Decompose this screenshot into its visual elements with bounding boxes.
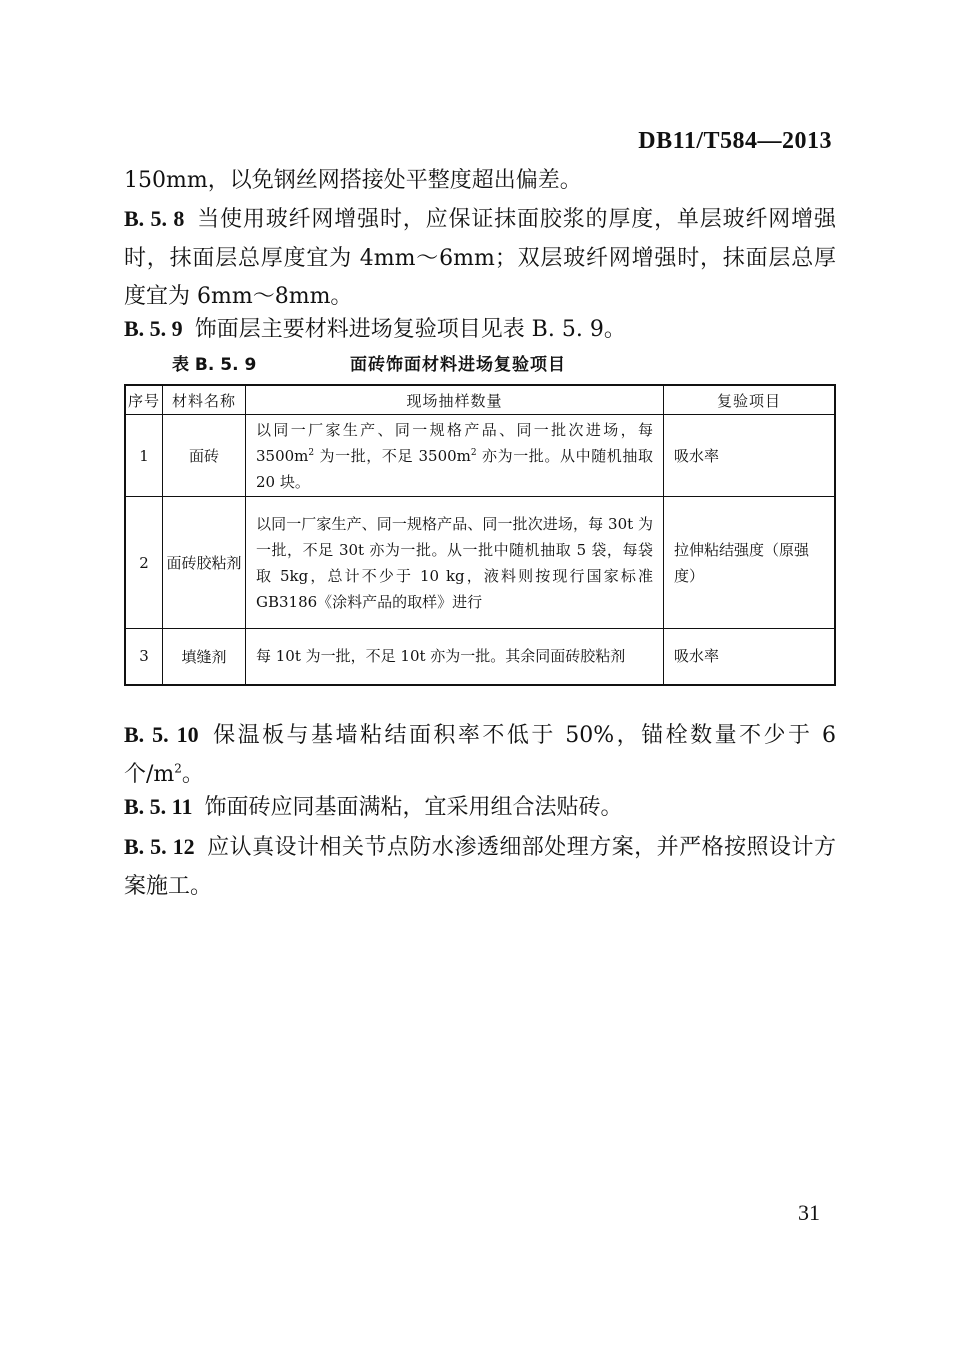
cell-no: 3 (125, 629, 163, 685)
header-cell-name: 材料名称 (163, 385, 246, 415)
header-cell-sampling: 现场抽样数量 (246, 385, 664, 415)
cell-material: 面砖胶粘剂 (163, 497, 246, 629)
clause-text: 保温板与基墙粘结面积率不低于 50%，锚栓数量不少于 6 个/m (124, 723, 836, 787)
cell-test: 吸水率 (664, 415, 836, 497)
clause-b58 (124, 200, 836, 317)
table-caption-title: 面砖饰面材料进场复验项目 (350, 355, 566, 375)
superscript: 2 (174, 761, 182, 776)
clause-text: 当使用玻纤网增强时，应保证抹面胶浆的厚度，单层玻纤网增强时，抹面层总厚度宜为 4mm～6mm；双层玻纤网增强时，抹面层总厚度宜为 6mm～8mm。 (124, 207, 836, 309)
cell-sampling: 每 10t 为一批，不足 10t 亦为一批。其余同面砖胶粘剂 (246, 629, 664, 685)
header-cell-no: 序号 (125, 385, 163, 415)
cell-material: 面砖 (163, 415, 246, 497)
clause-number: B. 5. 9 (124, 316, 183, 341)
cell-test: 拉伸粘结强度（原强度） (664, 497, 836, 629)
cell-no: 1 (125, 415, 163, 497)
clause-number: B. 5. 11 (124, 794, 193, 819)
clause-b512 (124, 828, 836, 906)
sampling-text: 为一批，不足 3500m (314, 446, 471, 465)
table-caption-number: 表 B. 5. 9 (172, 355, 257, 375)
table-header-row (125, 385, 835, 415)
clause-number: B. 5. 10 (124, 722, 199, 747)
clause-number: B. 5. 8 (124, 206, 185, 231)
table-caption (124, 348, 836, 376)
table-row (125, 497, 835, 629)
cell-sampling (246, 415, 664, 497)
clause-b510 (124, 716, 836, 794)
sampling-text: 以同一厂家生产、同一规格产品、同一批次进场，每 3500m (256, 420, 653, 465)
clause-text: 饰面层主要材料进场复验项目见表 B. 5. 9。 (194, 317, 626, 342)
clause-text: 应认真设计相关节点防水渗透细部处理方案，并严格按照设计方案施工。 (124, 835, 836, 899)
clause-number: B. 5. 12 (124, 834, 195, 859)
document-code: DB11/T584—2013 (638, 128, 832, 154)
clause-text: 饰面砖应同基面满粘，宜采用组合法贴砖。 (204, 795, 623, 820)
clause-text: 。 (181, 761, 204, 787)
superscript: 2 (470, 447, 477, 458)
table-row (125, 415, 835, 497)
cell-test: 吸水率 (664, 629, 836, 685)
clause-b511 (124, 788, 836, 828)
sampling-text: 亦为一批。从中随机抽取 20 块。 (256, 446, 653, 491)
cell-no: 2 (125, 497, 163, 629)
paragraph-continuation: 150mm，以免钢丝网搭接处平整度超出偏差。 (124, 168, 582, 193)
superscript: 2 (308, 447, 315, 458)
clause-b59 (124, 310, 836, 350)
inspection-table (124, 384, 836, 686)
cell-material: 填缝剂 (163, 629, 246, 685)
header-cell-test: 复验项目 (664, 385, 836, 415)
cell-sampling: 以同一厂家生产、同一规格产品、同一批次进场，每 30t 为一批，不足 30t 亦为一批。从一批中随机抽取 5 袋，每袋取 5kg，总计不少于 10 kg，液料则按现行国家标准 GB3186《涂料产品的取样》进行 (246, 497, 664, 629)
page-number: 31 (798, 1200, 820, 1225)
table-row (125, 629, 835, 685)
